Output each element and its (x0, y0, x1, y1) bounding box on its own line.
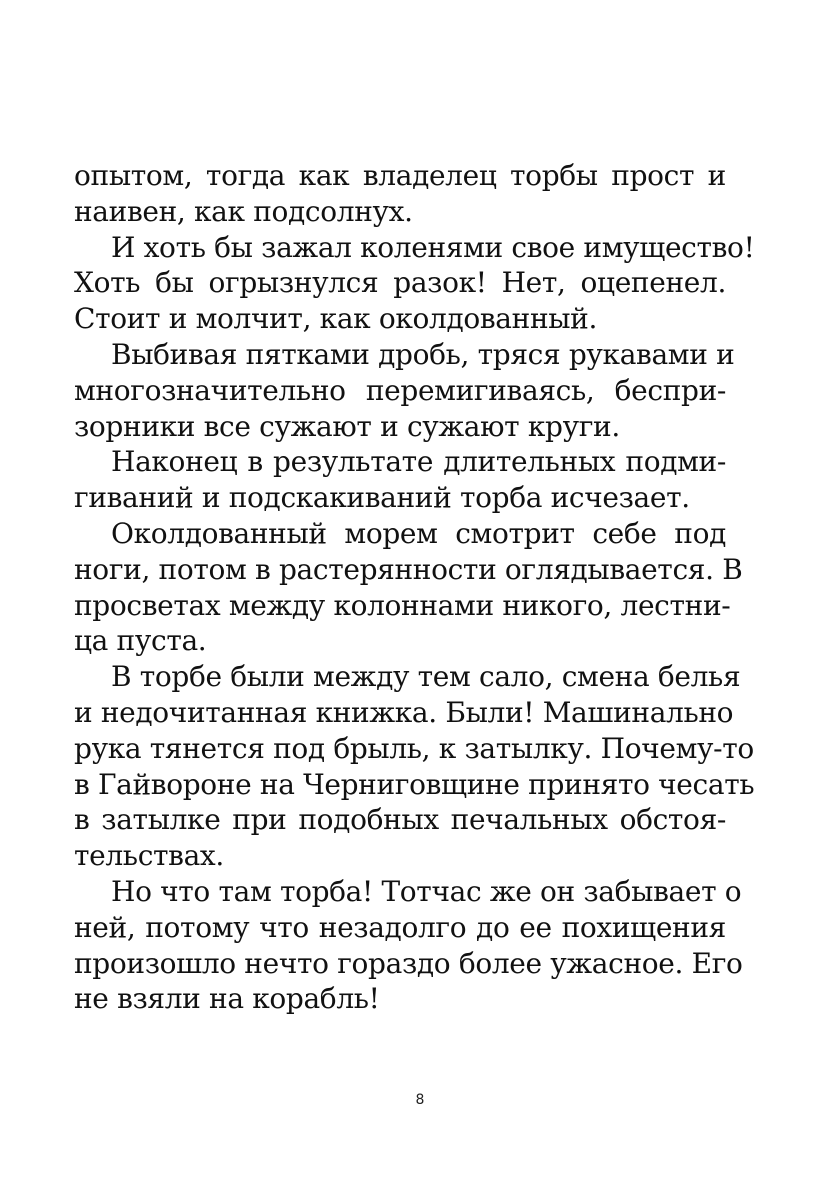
text-line: Стоит и молчит, как околдованный. (74, 302, 598, 336)
text-line: Но что там торба! Тотчас же он забывает о (111, 874, 742, 908)
paragraph-2 (74, 230, 755, 337)
text-line: опытом, тогда как владелец торбы прост и (74, 159, 726, 192)
text-line: В торбе были между тем сало, смена белья (111, 660, 741, 694)
paragraph-1 (74, 158, 726, 230)
page-number: 8 (415, 1092, 425, 1108)
text-line: и недочитанная книжка. Были! Машинально (74, 695, 734, 729)
body-text (74, 158, 755, 1017)
paragraph-6 (74, 659, 755, 874)
text-line: Хоть бы огрызнулся разок! Нет, оцепенел. (74, 266, 726, 300)
text-line: рука тянется под брыль, к затылку. Почему-то (74, 731, 754, 765)
text-line: ноги, потом в растерянности оглядывается. В (74, 552, 743, 586)
text-line: тельствах. (74, 839, 224, 873)
text-line: зорники все сужают и сужают круги. (74, 409, 620, 443)
text-line: ней, потому что незадолго до ее похищения (74, 910, 726, 944)
paragraph-7 (74, 874, 743, 1017)
paragraph-5 (74, 516, 743, 659)
text-line: в затылке при подобных печальных обстоя- (74, 803, 726, 837)
text-line: не взяли на корабль! (74, 982, 380, 1016)
text-line: Выбивая пятками дробь, тряся рукавами и (111, 337, 735, 371)
text-line: многозначительно перемигиваясь, беспри- (74, 373, 726, 407)
text-line: просветах между колоннами никого, лестни- (74, 588, 731, 622)
text-line: гиваний и подскакиваний торба исчезает. (74, 481, 690, 515)
text-line: наивен, как подсолнух. (74, 194, 413, 228)
text-line: Околдованный морем смотрит себе под (111, 516, 726, 550)
paragraph-4 (74, 444, 726, 516)
text-line: Наконец в результате длительных подми- (111, 445, 726, 479)
text-line: И хоть бы зажал коленями свое имущество! (111, 230, 755, 264)
text-line: в Гайвороне на Черниговщине принято чесать (74, 767, 755, 801)
text-line: ца пуста. (74, 624, 207, 658)
text-line: произошло нечто гораздо более ужасное. Его (74, 946, 743, 980)
paragraph-3 (74, 337, 735, 444)
